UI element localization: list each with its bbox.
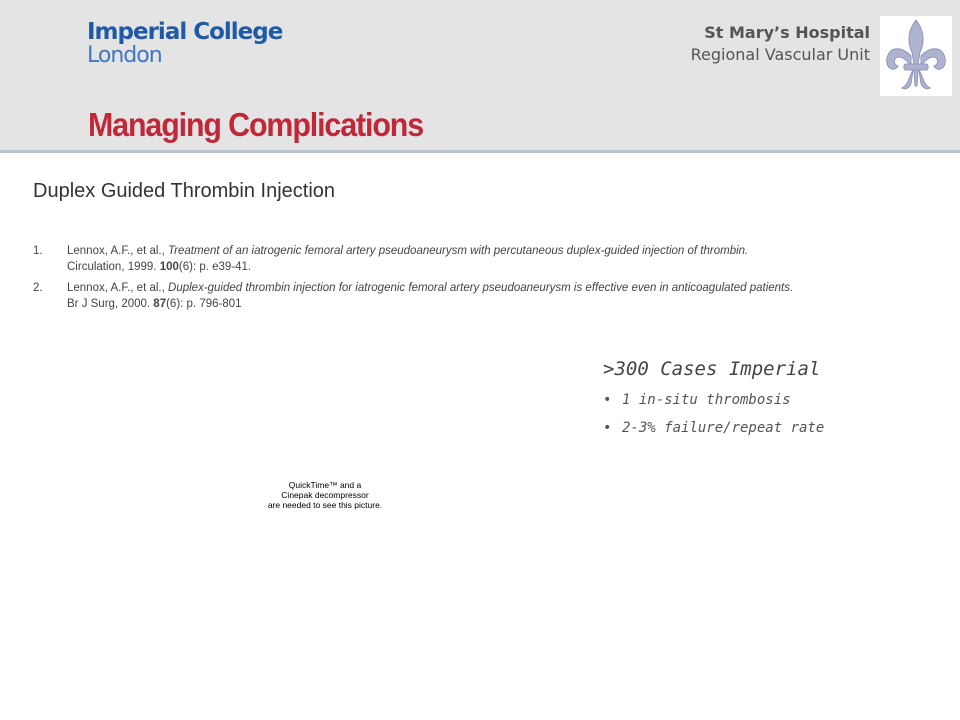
hospital-label <box>691 22 870 66</box>
stats-bullet-item <box>603 392 824 408</box>
bullet-icon: • <box>603 420 612 436</box>
logo-line-2: London <box>87 43 162 68</box>
reference-journal: Circulation, 1999. <box>67 261 160 273</box>
quicktime-line-2: Cinepak decompressor <box>281 490 369 500</box>
reference-number: 1. <box>33 245 43 257</box>
reference-title: Treatment of an iatrogenic femoral artery pseudoaneurysm with percutaneous duplex-guided injection of thrombin. <box>168 245 749 257</box>
logo-line-1: Imperial College <box>87 19 283 45</box>
hospital-unit: Regional Vascular Unit <box>690 45 870 64</box>
reference-list <box>33 243 803 317</box>
reference-journal: Br J Surg, 2000. <box>67 298 154 310</box>
imperial-college-logo <box>87 20 282 68</box>
reference-item <box>33 280 803 312</box>
bullet-icon: • <box>603 392 612 408</box>
stats-panel <box>603 358 824 448</box>
quicktime-line-3: are needed to see this picture. <box>267 500 383 510</box>
reference-number: 2. <box>33 282 43 294</box>
stats-bullet-item <box>603 420 824 436</box>
fleur-de-lis-icon <box>880 16 952 96</box>
stats-item-text: 1 in-situ thrombosis <box>622 392 791 408</box>
slide-title: Managing Complications <box>88 106 423 143</box>
reference-title: Duplex-guided thrombin injection for iatrogenic femoral artery pseudoaneurysm is effective even in anticoagulated patients. <box>168 282 794 294</box>
reference-authors: Lennox, A.F., et al., <box>67 282 169 294</box>
quicktime-line-1: QuickTime™ and a <box>288 480 362 490</box>
reference-volume: 100 <box>159 261 179 273</box>
reference-authors: Lennox, A.F., et al., <box>67 245 169 257</box>
reference-item <box>33 243 803 275</box>
header-divider <box>0 150 960 153</box>
stats-item-text: 2-3% failure/repeat rate <box>622 420 825 436</box>
slide-subtitle: Duplex Guided Thrombin Injection <box>33 180 336 202</box>
quicktime-placeholder <box>245 480 405 510</box>
reference-pages: (6): p. e39-41. <box>178 261 252 273</box>
reference-volume: 87 <box>153 298 167 310</box>
reference-pages: (6): p. 796-801 <box>166 298 242 310</box>
hospital-name: St Mary’s Hospital <box>704 23 870 42</box>
stats-heading: >300 Cases Imperial <box>603 358 821 380</box>
